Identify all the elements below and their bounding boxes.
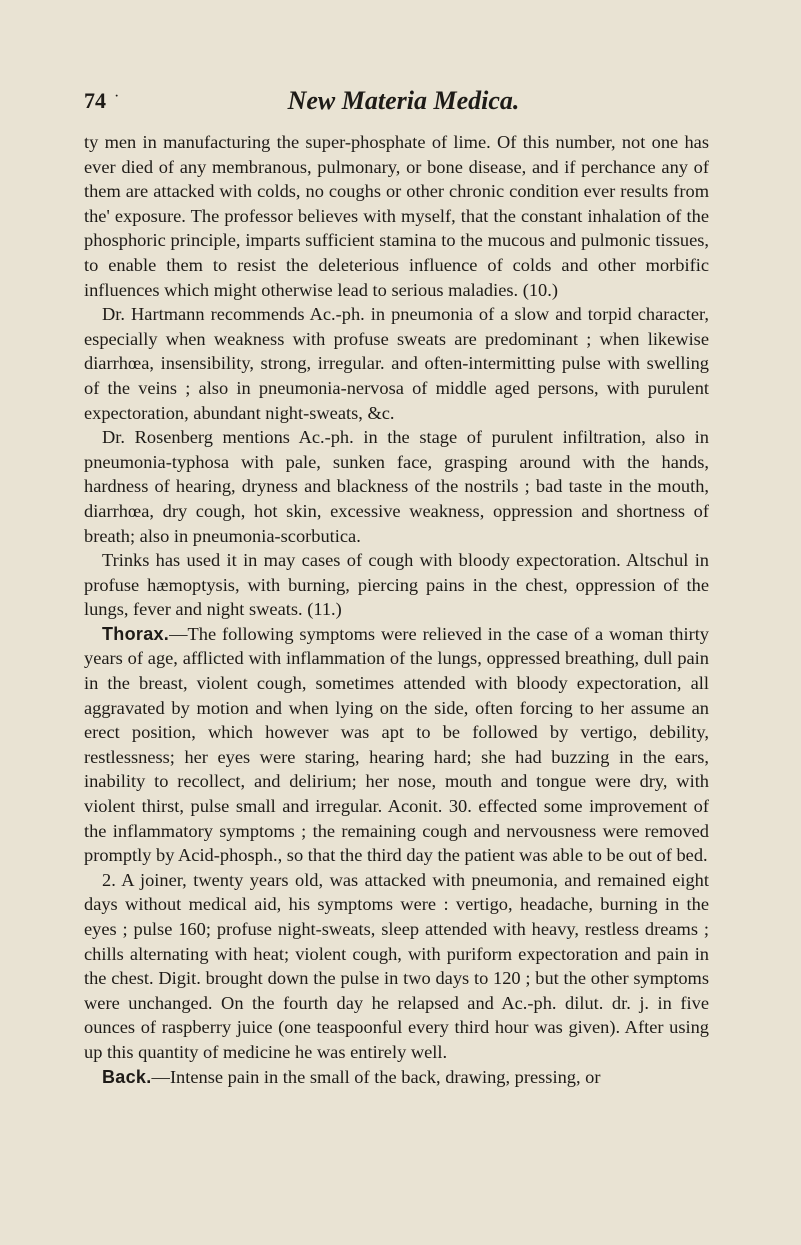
paragraph-text: 2. A joiner, twenty years old, was attacked with pneumonia, and remained eight days without medical aid, his symptoms were : vertigo, headache, burning in the eyes ; pulse 160; profuse night-sweats, sleep attended with heavy, restless dreams ; chills alternating with heat; violent cough, with puriform expectoration and pain in the chest. Digit. brought down the pulse in two days to 120 ; but the other symptoms were unchanged. On the fourth day he relapsed and Ac.-ph. dilut. dr. j. in five ounces of raspberry juice (one teaspoonful every third hour was given). After using up this quantity of medicine he was entirely well.: [84, 869, 709, 1062]
paragraph-text: ty men in manufacturing the super-phosphate of lime. Of this number, not one has ever died of any membranous, pulmonary, or bone disease, and if perchance any of them are attacked with colds, no coughs or other chronic condition ever results from the' exposure. The professor believes with myself, that the constant inhalation of the phosphoric principle, imparts sufficient stamina to the mucous and pulmonic tissues, to enable them to resist the deleterious influence of colds and other morbific influences which might otherwise lead to serious maladies. (10.): [84, 132, 709, 300]
paragraph-text: Dr. Hartmann recommends Ac.-ph. in pneumonia of a slow and torpid character, especially when weakness with profuse sweats are predominant ; when likewise diarrhœa, insensibility, strong, irregular. and often-intermitting pulse with swelling of the veins ; also in pneumonia-nervosa of middle aged persons, with purulent expectoration, abundant night-sweats, &c.: [84, 304, 709, 423]
paragraph-text: Dr. Rosenberg mentions Ac.-ph. in the stage of purulent infiltration, also in pneumonia-typhosa with pale, sunken face, grasping around with the hands, hardness of hearing, dryness and blackness of the nostrils ; bad taste in the mouth, diarrhœa, dry cough, hot skin, excessive weakness, oppression and shortness of breath; also in pneumonia-scorbutica.: [84, 427, 709, 546]
paragraph-continuation: [84, 130, 709, 302]
paragraph-text: —The following symptoms were relieved in the case of a woman thirty years of age, afflicted with inflammation of the lungs, oppressed breathing, dull pain in the breast, violent cough, sometimes attended with bloody expectoration, all aggravated by motion and when lying on the side, often forcing to her assume an erect position, which however was apt to be followed by vertigo, debility, restlessness; her eyes were staring, hearing hard; she had buzzing in the ears, inability to recollect, and delirium; her nose, mouth and tongue were dry, with violent thirst, pulse small and irregular. Aconit. 30. effected some improvement of the inflammatory symptoms ; the remaining cough and nervousness were removed promptly by Acid-phosph., so that the third day the patient was able to be out of bed.: [84, 623, 709, 866]
page-number: 74: [84, 88, 106, 113]
section-rubric-back: Back.: [102, 1066, 152, 1087]
paragraph-case-2: [84, 868, 709, 1065]
header-separator: ·: [114, 88, 120, 105]
paragraph-back: [84, 1065, 709, 1090]
paragraph-thorax: [84, 622, 709, 868]
running-head: [84, 88, 709, 118]
running-title: New Materia Medica.: [287, 86, 520, 115]
paragraph-text: —Intense pain in the small of the back, drawing, pressing, or: [151, 1066, 601, 1087]
paragraph-text: Trinks has used it in may cases of cough with bloody expectoration. Altschul in profuse hæmoptysis, with burning, piercing pains in the chest, oppression of the lungs, fever and night sweats. (11.): [84, 550, 709, 620]
paragraph-trinks: [84, 548, 709, 622]
section-rubric-thorax: Thorax.: [102, 623, 170, 644]
body-text: [84, 130, 709, 1089]
paragraph-hartmann: [84, 302, 709, 425]
paragraph-rosenberg: [84, 425, 709, 548]
